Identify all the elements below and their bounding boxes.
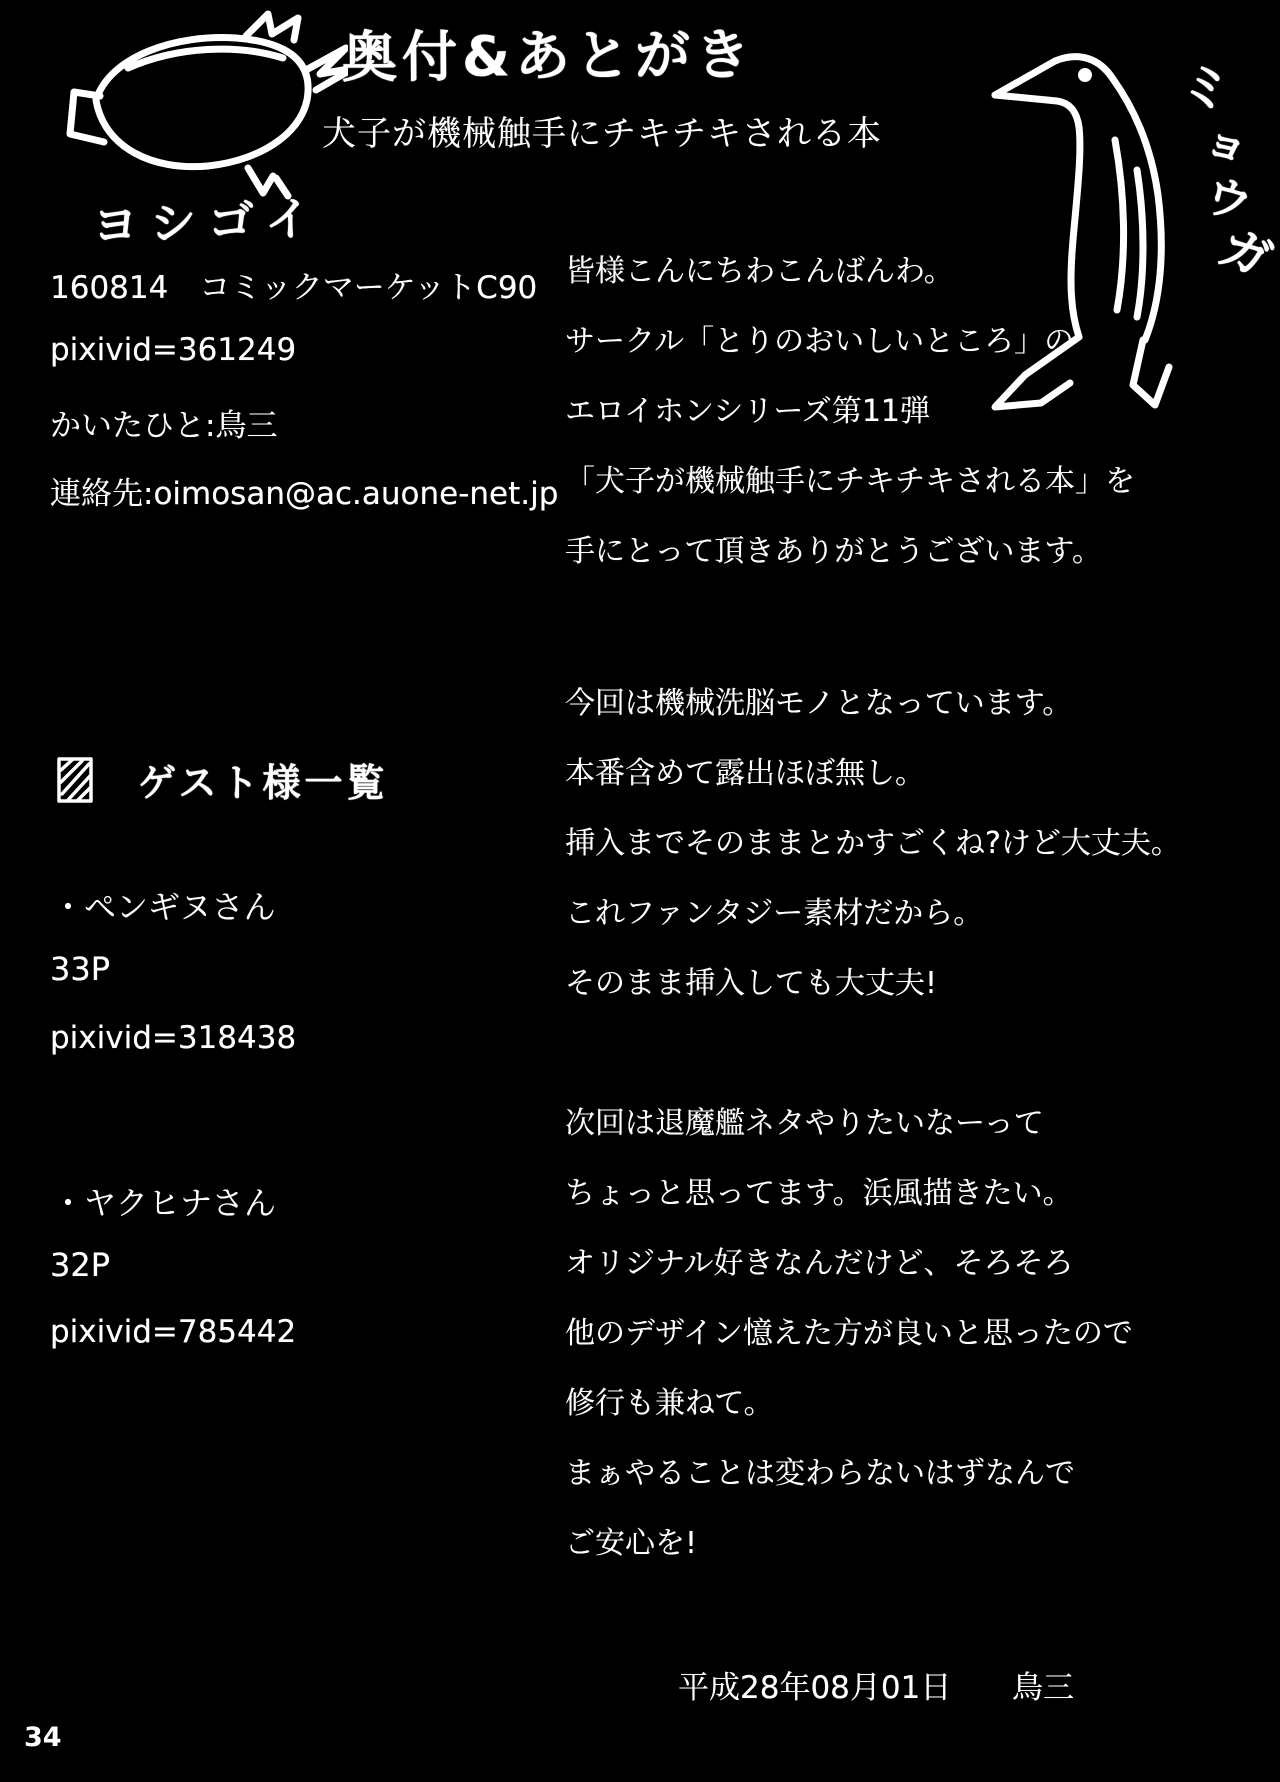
greeting-line: サークル「とりのおいしいところ」の bbox=[565, 324, 1075, 359]
book-subtitle: 犬子が機械触手にチキチキされる本 bbox=[322, 114, 882, 154]
afterword-line: オリジナル好きなんだけど、そろそろ bbox=[565, 1246, 1074, 1281]
greeting-line: 皆様こんにちわこんばんわ。 bbox=[565, 254, 954, 289]
publication-date: 平成28年08月01日 bbox=[678, 1670, 952, 1706]
afterword-line: 挿入までそのままとかすごくね?けど大丈夫。 bbox=[565, 826, 1181, 861]
colophon-event-line: 160814 コミックマーケットC90 bbox=[50, 270, 538, 306]
author-signature: 鳥三 bbox=[1012, 1670, 1074, 1706]
guest-name: ・ペンギヌさん bbox=[52, 888, 276, 926]
guest-pages: 32P bbox=[50, 1246, 111, 1284]
guest-list-heading: ゲスト様一覧 bbox=[138, 761, 389, 805]
afterword-line: 本番含めて露出ほぼ無し。 bbox=[565, 756, 925, 791]
greeting-line: 「犬子が機械触手にチキチキされる本」を bbox=[565, 464, 1135, 499]
page-number: 34 bbox=[24, 1722, 62, 1753]
guest-name: ・ヤクヒナさん bbox=[52, 1184, 277, 1222]
afterword-line: 修行も兼ねて。 bbox=[565, 1386, 774, 1421]
guest-pixiv: pixivid=785442 bbox=[50, 1314, 297, 1350]
afterword-line: これファンタジー素材だから。 bbox=[565, 896, 984, 931]
guest-pixiv: pixivid=318438 bbox=[50, 1020, 297, 1056]
hatched-square-icon bbox=[56, 756, 94, 804]
greeting-line: 手にとって頂きありがとうございます。 bbox=[565, 534, 1102, 569]
afterword-line: 他のデザイン憶えた方が良いと思ったので bbox=[565, 1316, 1133, 1351]
colophon-contact-line: 連絡先:oimosan@ac.auone-net.jp bbox=[50, 476, 559, 512]
page-title: 奥付&あとがき bbox=[341, 22, 756, 90]
greeting-line: エロイホンシリーズ第11弾 bbox=[565, 394, 931, 429]
penguin-label-char: ウ bbox=[1197, 166, 1259, 234]
afterword-line: 今回は機械洗脳モノとなっています。 bbox=[565, 686, 1073, 721]
yoshigoi-bittern-drawing bbox=[58, 8, 348, 203]
colophon-author-line: かいたひと:鳥三 bbox=[50, 408, 278, 444]
afterword-line: 次回は退魔艦ネタやりたいなーって bbox=[565, 1106, 1044, 1141]
guest-pages: 33P bbox=[50, 950, 111, 988]
penguin-label-char: ョ bbox=[1197, 113, 1256, 176]
penguin-label-char: ガ bbox=[1210, 216, 1280, 291]
bittern-label: ヨシゴイ bbox=[91, 190, 324, 254]
colophon-pixiv-line: pixivid=361249 bbox=[50, 332, 297, 368]
afterword-line: まぁやることは変わらないはずなんで bbox=[565, 1456, 1075, 1491]
afterword-line: ご安心を! bbox=[565, 1526, 698, 1561]
afterword-line: そのまま挿入しても大丈夫! bbox=[565, 966, 938, 1001]
afterword-line: ちょっと思ってます。浜風描きたい。 bbox=[565, 1176, 1073, 1211]
penguin-label-char: ミ bbox=[1174, 53, 1238, 123]
